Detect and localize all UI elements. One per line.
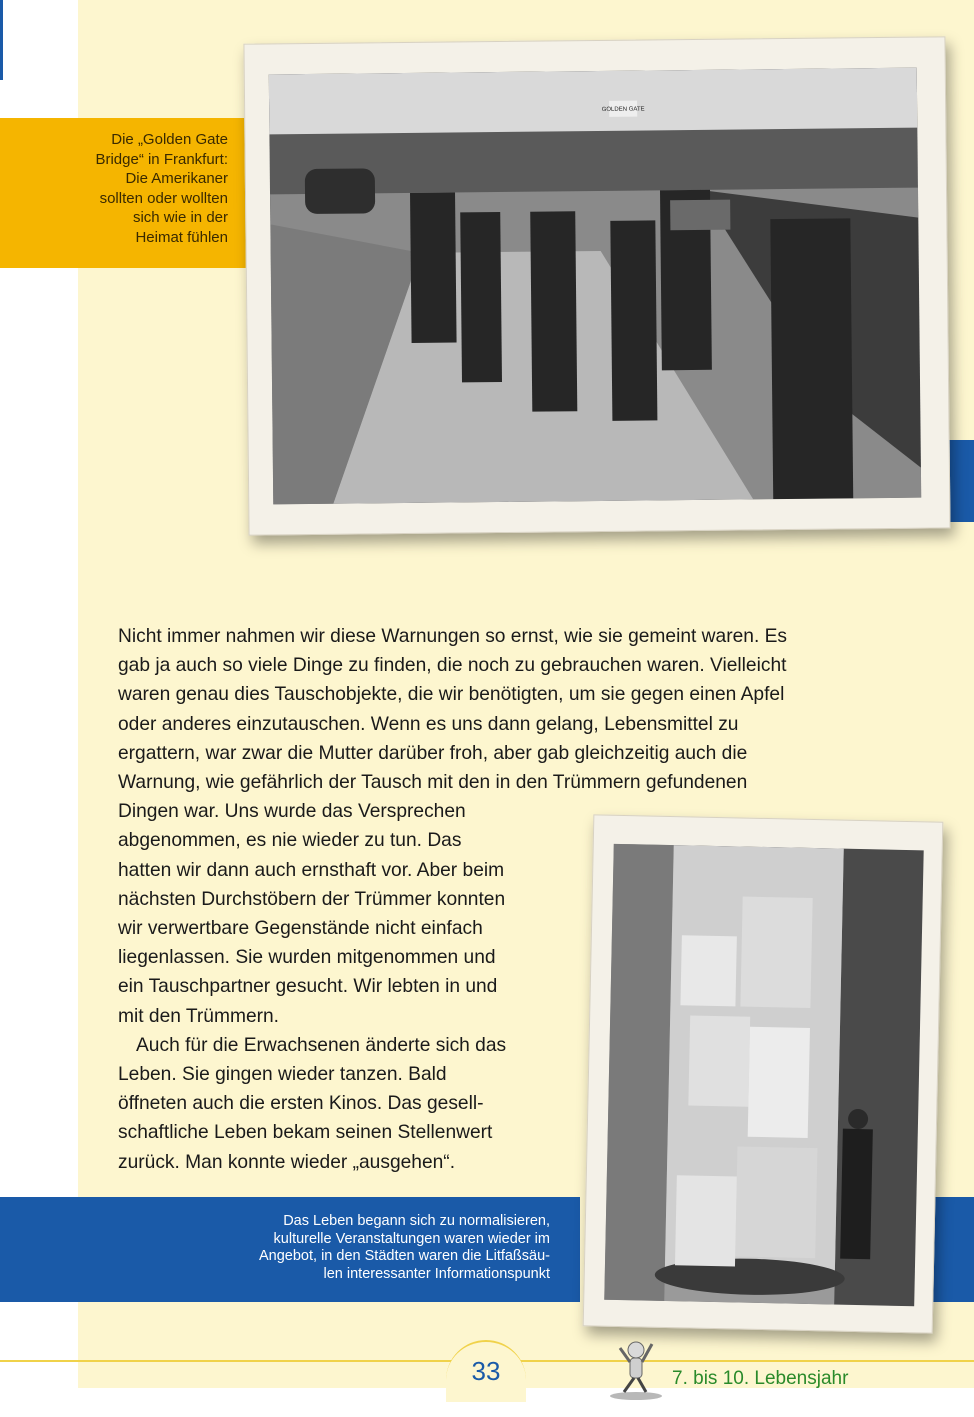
text-line: Warnung, wie gefährlich der Tausch mit den in den Trümmern gefundenen — [118, 772, 748, 794]
caption-band-bottom — [0, 1197, 580, 1302]
text-line: wir verwertbare Gegenstände nicht einfach — [118, 918, 483, 940]
chapter-label: 7. bis 10. Lebensjahr — [672, 1368, 849, 1389]
mascot-figure-icon — [606, 1334, 668, 1404]
text-line: oder anderes einzutauschen. Wenn es uns dann gelang, Lebensmittel zu — [118, 713, 739, 735]
text-line: liegenlassen. Sie wurden mitgenommen und — [118, 947, 496, 969]
bridge-photo-image — [269, 68, 921, 505]
text-line: hatten wir dann auch ernsthaft vor. Aber beim — [118, 859, 505, 881]
paragraph-1 — [118, 622, 870, 1031]
photo-caption-litfass: Das Leben begann sich zu normalisieren, kulturelle Veranstaltungen waren wieder im Angebot, in den Städten waren die Litfaßsäu- len interessanter Informationspunkt — [259, 1213, 550, 1282]
text-line: gab ja auch so viele Dinge zu finden, die noch zu gebrauchen waren. Vielleicht — [118, 655, 787, 677]
text-line: Nicht immer nahmen wir diese Warnungen so ernst, wie sie gemeint waren. Es — [118, 626, 787, 647]
text-line: abgenommen, es nie wieder zu tun. Das — [118, 830, 462, 852]
text-line: mit den Trümmern. — [118, 1005, 280, 1027]
text-line: ein Tauschpartner gesucht. Wir lebten in und — [118, 976, 498, 998]
photo-caption-golden-gate: Die „Golden Gate Bridge“ in Frankfurt: Die Amerikaner sollten oder wollten sich wie in der Heimat fühlen — [95, 131, 228, 246]
svg-text:GOLDEN GATE: GOLDEN GATE — [601, 106, 645, 113]
text-line: öffneten auch die ersten Kinos. Das gesell- — [118, 1093, 484, 1115]
text-line: nächsten Durchstöbern der Trümmer konnten — [118, 888, 506, 910]
text-line: ergattern, war zwar die Mutter darüber froh, aber gab gleichzeitig auch die — [118, 742, 748, 764]
text-line: Dingen war. Uns wurde das Versprechen — [118, 801, 466, 823]
photo-caption-box-top — [0, 118, 246, 268]
page-number: 33 — [471, 1356, 501, 1386]
photo-golden-gate-bridge — [243, 36, 950, 535]
text-line: zurück. Man konnte wieder „ausgehen“. — [118, 1151, 456, 1173]
text-line: waren genau dies Tauschobjekte, die wir benötigten, um sie gegen einen Apfel — [118, 684, 785, 706]
text-line: Auch für die Erwachsenen änderte sich das — [136, 1034, 507, 1056]
paragraph-2 — [118, 1031, 870, 1177]
text-line: Leben. Sie gingen wieder tanzen. Bald — [118, 1064, 447, 1086]
article-text — [118, 622, 870, 1177]
right-accent-bottom — [930, 1197, 974, 1302]
text-line: schaftliche Leben bekam seinen Stellenwert — [118, 1122, 493, 1144]
top-left-accent — [0, 0, 3, 80]
